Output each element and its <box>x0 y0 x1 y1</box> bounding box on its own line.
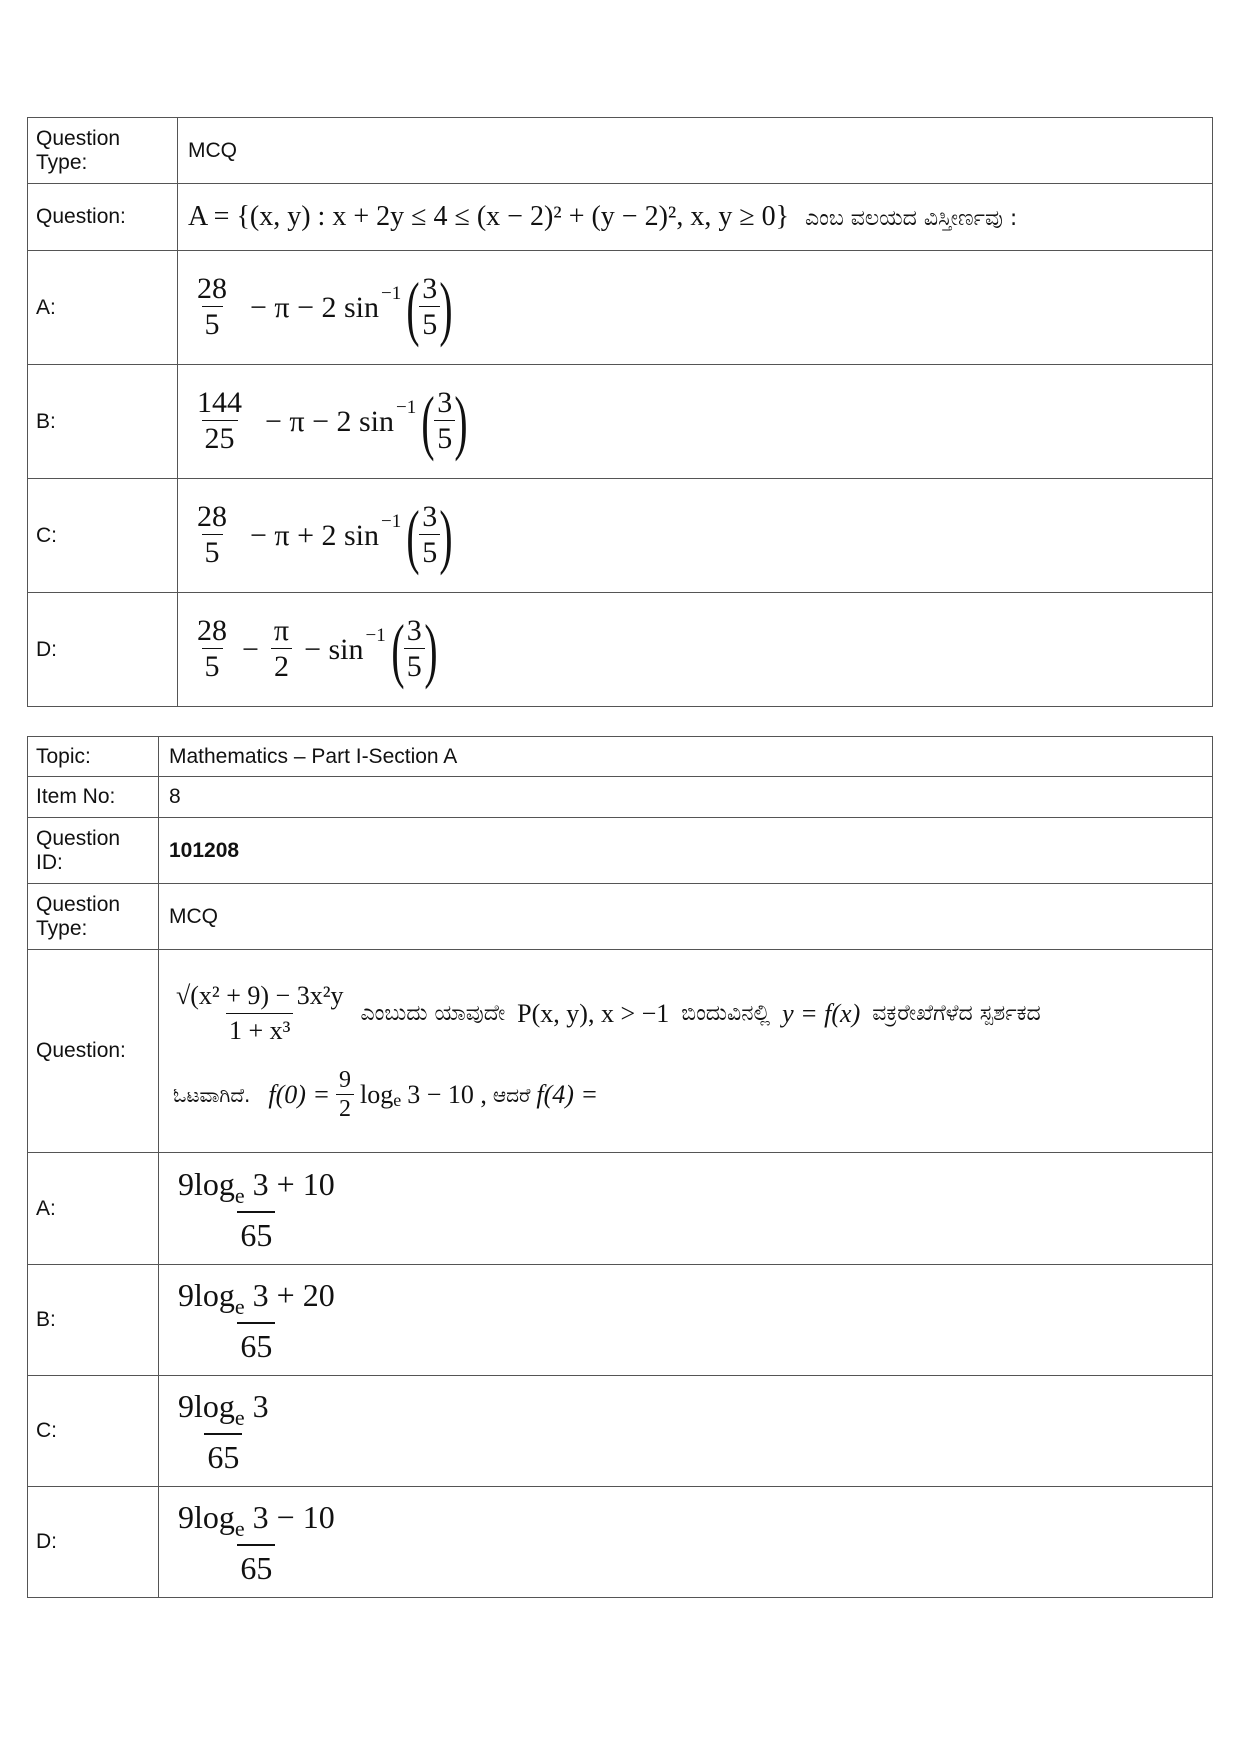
option-row-c <box>28 479 1213 593</box>
exponent: −1 <box>365 624 386 646</box>
numerator-log: 9log <box>178 1165 235 1202</box>
arg-denominator: 5 <box>419 534 440 571</box>
denominator: 65 <box>204 1433 242 1479</box>
question-table-1 <box>27 117 1213 707</box>
numerator-rest: 3 + 10 <box>244 1165 335 1202</box>
question-type-label: Question Type: <box>28 884 159 950</box>
line2-log-sub: e <box>393 1090 402 1110</box>
log-base: e <box>234 1182 245 1208</box>
option-label: C: <box>28 1376 159 1487</box>
exponent: −1 <box>396 396 417 418</box>
pi-denominator: 2 <box>271 648 292 685</box>
numerator-rest: 3 <box>244 1388 269 1424</box>
option-content <box>159 1265 1213 1376</box>
option-content: $\frac{28}{5}$ − $\frac{\pi}{2}$ − sin −1 ( $\frac{3}{5}$ ) <box>178 593 1213 707</box>
log-base: e <box>234 1405 245 1430</box>
log-base: e <box>234 1516 245 1541</box>
operator: − <box>242 632 259 666</box>
question-id-label: Question ID: <box>28 818 159 884</box>
option-content: $\frac{144}{25}$ − π − 2 sin −1 ( $\frac{3}{5}$ ) <box>178 365 1213 479</box>
option-content <box>159 1487 1213 1598</box>
expression-middle: − π − 2 sin <box>265 404 394 438</box>
expr-numerator: √(x² + 9) − 3x²y <box>176 981 344 1010</box>
option-content: $\frac{28}{5}$ − π − 2 sin −1 ( $\frac{3}{5}$ ) <box>178 251 1213 365</box>
line2-frac-den: 2 <box>336 1094 354 1123</box>
question-type-value: MCQ <box>159 884 1213 950</box>
arg-numerator: 3 <box>406 614 422 647</box>
expression-middle: − π − 2 sin <box>250 290 379 324</box>
question-text: ಎಂಬ ವಲಯದ ವಿಸ್ತೀರ್ಣವು : <box>804 206 1018 231</box>
line1-text-a: ಎಂಬುದು ಯಾವುದೇ <box>360 1001 506 1026</box>
line2-f0: f(0) = <box>268 1079 331 1109</box>
fraction-numerator: 28 <box>197 500 227 533</box>
line2-log: log <box>360 1079 394 1109</box>
pi-numerator: π <box>273 614 290 647</box>
line2-frac-num: 9 <box>339 1067 352 1093</box>
question-type-value: MCQ <box>178 118 1213 184</box>
line2-text-b: ಆದರೆ <box>492 1082 531 1107</box>
option-row-a <box>28 1153 1213 1265</box>
line2-rest: 3 − 10 , <box>407 1079 487 1109</box>
arg-numerator: 3 <box>422 272 438 305</box>
option-content <box>159 1153 1213 1265</box>
numerator-rest: 3 − 10 <box>244 1499 335 1535</box>
option-content: $\frac{28}{5}$ − π + 2 sin −1 ( $\frac{3}{5}$ ) <box>178 479 1213 593</box>
item-no-value: 8 <box>159 777 1213 818</box>
fraction-denominator: 5 <box>202 534 223 571</box>
expr-denominator: 1 + x³ <box>226 1013 293 1048</box>
option-row-a <box>28 251 1213 365</box>
option-label: B: <box>28 365 178 479</box>
option-label: A: <box>28 251 178 365</box>
option-row-c <box>28 1376 1213 1487</box>
log-base: e <box>234 1294 245 1319</box>
numerator-log: 9log <box>178 1388 235 1424</box>
fraction-denominator: 25 <box>202 420 238 457</box>
question-line-1 <box>173 979 1204 1048</box>
numerator-log: 9log <box>178 1499 235 1535</box>
fraction-numerator: 144 <box>197 386 242 419</box>
fraction-denominator: 5 <box>202 648 223 685</box>
option-row-d <box>28 1487 1213 1598</box>
expression-middle: − π + 2 sin <box>250 518 379 552</box>
item-no-label: Item No: <box>28 777 159 818</box>
question-id-value: 101208 <box>159 818 1213 884</box>
fraction-numerator: 28 <box>197 614 227 647</box>
topic-label: Topic: <box>28 737 159 777</box>
question-content <box>159 950 1213 1153</box>
option-row-b <box>28 365 1213 479</box>
fraction-denominator: 5 <box>202 306 223 343</box>
line1-text-b: ಬಿಂದುವಿನಲ್ಲಿ <box>681 1001 771 1026</box>
exponent: −1 <box>381 282 402 304</box>
numerator-rest: 3 + 20 <box>244 1277 335 1313</box>
question-type-label: Question Type: <box>28 118 178 184</box>
option-label: C: <box>28 479 178 593</box>
option-label: D: <box>28 1487 159 1598</box>
arg-denominator: 5 <box>419 306 440 343</box>
exponent: −1 <box>381 510 402 532</box>
question-table-2 <box>27 736 1213 1598</box>
arg-denominator: 5 <box>404 648 425 685</box>
arg-numerator: 3 <box>437 386 453 419</box>
line2-f4: f(4) = <box>536 1079 599 1109</box>
question-math: A = {(x, y) : x + 2y ≤ 4 ≤ (x − 2)² + (y − 2)², x, y ≥ 0} <box>188 201 790 232</box>
option-label: D: <box>28 593 178 707</box>
denominator: 65 <box>237 1544 275 1590</box>
denominator: 65 <box>237 1211 275 1257</box>
option-row-d <box>28 593 1213 707</box>
line2-text-a: ಓಟವಾಗಿದೆ. <box>173 1082 251 1107</box>
expression-middle: − sin <box>304 632 364 666</box>
arg-numerator: 3 <box>422 500 438 533</box>
fraction-numerator: 28 <box>197 272 227 305</box>
denominator: 65 <box>237 1322 275 1368</box>
question-label: Question: <box>28 184 178 251</box>
option-row-b <box>28 1265 1213 1376</box>
question-content <box>178 184 1213 251</box>
arg-denominator: 5 <box>434 420 455 457</box>
option-label: A: <box>28 1153 159 1265</box>
question-label: Question: <box>28 950 159 1153</box>
option-label: B: <box>28 1265 159 1376</box>
line1-text-c: ವಕ್ರರೇಖೆಗೆಳೆದ ಸ್ಪರ್ಶಕದ <box>872 1001 1041 1026</box>
line1-curve: y = f(x) <box>782 998 861 1028</box>
option-content <box>159 1376 1213 1487</box>
question-line-2 <box>173 1066 1204 1123</box>
topic-value: Mathematics – Part I-Section A <box>159 737 1213 777</box>
numerator-log: 9log <box>178 1277 235 1313</box>
line1-point: P(x, y), x > −1 <box>517 998 670 1028</box>
